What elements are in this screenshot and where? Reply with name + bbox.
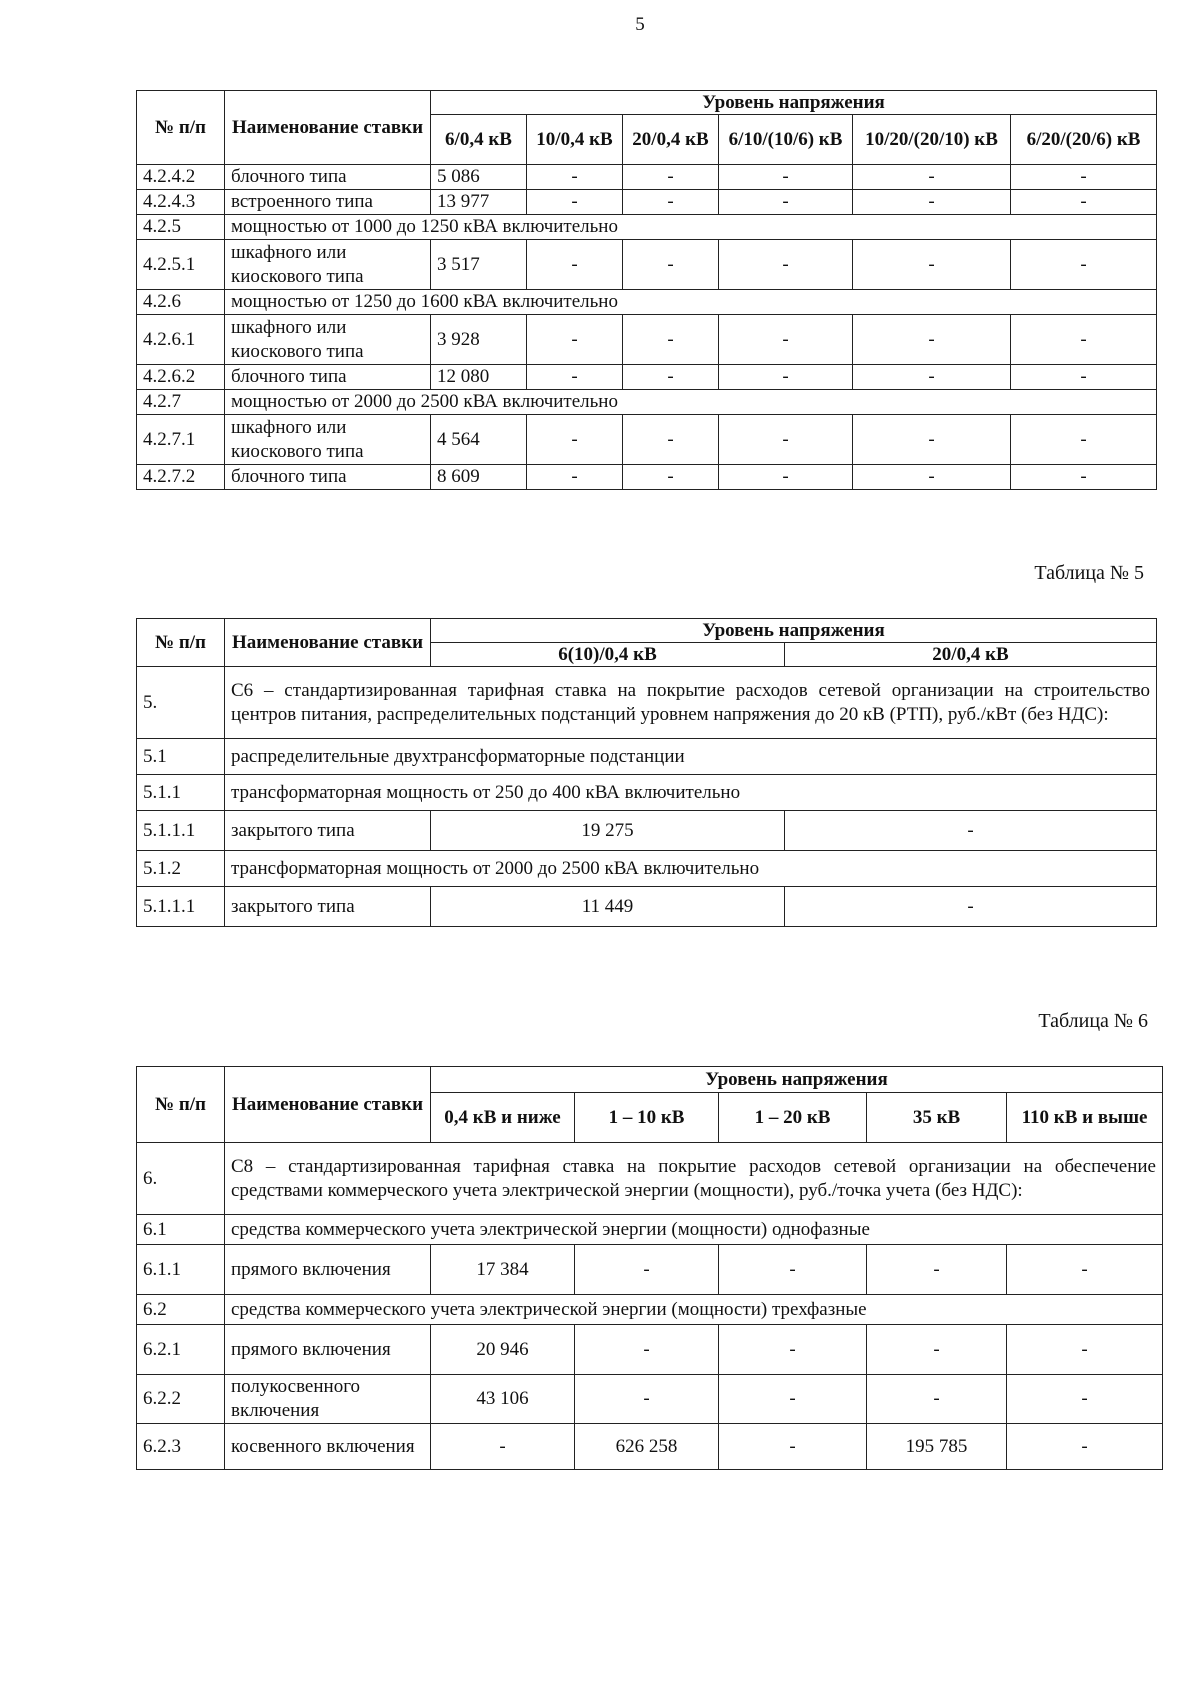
rate-value: 43 106: [431, 1375, 575, 1424]
table-row: [137, 1215, 1163, 1245]
header-name: Наименование ставки: [225, 91, 431, 165]
header-num: № п/п: [137, 619, 225, 667]
rate-name: прямого включения: [225, 1325, 431, 1375]
row-number: 4.2.5: [137, 215, 225, 240]
rate-value: -: [719, 465, 853, 490]
rate-value: -: [431, 1424, 575, 1470]
rate-name: шкафного или киоскового типа: [225, 315, 431, 365]
table-5-caption: Таблица № 5: [1034, 562, 1144, 584]
header-col: 1 – 20 кВ: [719, 1093, 867, 1143]
rate-value: -: [1011, 240, 1157, 290]
rate-value: -: [623, 165, 719, 190]
table-row: [137, 290, 1157, 315]
row-number: 5.1.2: [137, 851, 225, 887]
row-number: 4.2.5.1: [137, 240, 225, 290]
rate-value: -: [527, 315, 623, 365]
header-col: 20/0,4 кВ: [623, 115, 719, 165]
header-col: 6(10)/0,4 кВ: [431, 643, 785, 667]
rate-value: -: [719, 190, 853, 215]
rate-value: -: [1007, 1375, 1163, 1424]
header-voltage-level: Уровень напряжения: [431, 1067, 1163, 1093]
row-number: 5.1.1: [137, 775, 225, 811]
rate-value: -: [719, 415, 853, 465]
rate-name: блочного типа: [225, 365, 431, 390]
rate-name: косвенного включения: [225, 1424, 431, 1470]
row-number: 4.2.7.1: [137, 415, 225, 465]
section-heading: средства коммерческого учета электрической энергии (мощности) трехфазные: [225, 1295, 1163, 1325]
table-row: [137, 240, 1157, 290]
rate-value: -: [527, 365, 623, 390]
table-row: [137, 390, 1157, 415]
table-row: [137, 365, 1157, 390]
rate-name: шкафного или киоскового типа: [225, 415, 431, 465]
header-col: 10/20/(20/10) кВ: [853, 115, 1011, 165]
rate-name: закрытого типа: [225, 887, 431, 927]
rate-value: -: [1011, 415, 1157, 465]
table-row: [137, 667, 1157, 739]
row-number: 6.2: [137, 1295, 225, 1325]
header-col: 10/0,4 кВ: [527, 115, 623, 165]
header-num: № п/п: [137, 91, 225, 165]
rate-value: 195 785: [867, 1424, 1007, 1470]
rate-value: -: [785, 887, 1157, 927]
section-heading: распределительные двухтрансформаторные подстанции: [225, 739, 1157, 775]
section-heading: С8 – стандартизированная тарифная ставка на покрытие расходов сетевой организации на обеспечение средствами коммерческого учета электрической энергии (мощности), руб./точка учета (без НДС):: [225, 1143, 1163, 1215]
section-heading: средства коммерческого учета электрической энергии (мощности) однофазные: [225, 1215, 1163, 1245]
row-number: 5.1.1.1: [137, 887, 225, 927]
rate-value: -: [867, 1325, 1007, 1375]
rate-value: -: [527, 415, 623, 465]
rate-value: -: [719, 240, 853, 290]
rate-value: -: [623, 315, 719, 365]
tariff-table-4: [136, 90, 1157, 490]
rate-value: -: [853, 165, 1011, 190]
header-name: Наименование ставки: [225, 619, 431, 667]
table-row: [137, 465, 1157, 490]
table-row: [137, 215, 1157, 240]
row-number: 4.2.7: [137, 390, 225, 415]
rate-value: 5 086: [431, 165, 527, 190]
row-number: 4.2.7.2: [137, 465, 225, 490]
row-number: 4.2.6.1: [137, 315, 225, 365]
table-row: [137, 190, 1157, 215]
row-number: 5.1: [137, 739, 225, 775]
rate-value: 19 275: [431, 811, 785, 851]
table-row: [137, 851, 1157, 887]
row-number: 6.1: [137, 1215, 225, 1245]
header-voltage-level: Уровень напряжения: [431, 91, 1157, 115]
rate-name: блочного типа: [225, 165, 431, 190]
rate-value: -: [623, 415, 719, 465]
rate-value: -: [1007, 1424, 1163, 1470]
row-number: 6.: [137, 1143, 225, 1215]
rate-value: -: [853, 415, 1011, 465]
row-number: 4.2.4.3: [137, 190, 225, 215]
table-row: [137, 415, 1157, 465]
rate-value: -: [1011, 165, 1157, 190]
table-row: [137, 811, 1157, 851]
rate-value: -: [1011, 365, 1157, 390]
rate-name: закрытого типа: [225, 811, 431, 851]
header-col: 6/20/(20/6) кВ: [1011, 115, 1157, 165]
rate-value: -: [853, 465, 1011, 490]
rate-value: 3 928: [431, 315, 527, 365]
rate-name: встроенного типа: [225, 190, 431, 215]
rate-value: -: [575, 1245, 719, 1295]
rate-value: -: [527, 240, 623, 290]
rate-value: -: [1011, 190, 1157, 215]
rate-value: -: [785, 811, 1157, 851]
row-number: 4.2.4.2: [137, 165, 225, 190]
rate-value: -: [623, 190, 719, 215]
rate-value: -: [853, 315, 1011, 365]
header-col: 110 кВ и выше: [1007, 1093, 1163, 1143]
rate-value: -: [719, 315, 853, 365]
table-row: [137, 1245, 1163, 1295]
header-col: 0,4 кВ и ниже: [431, 1093, 575, 1143]
row-number: 5.: [137, 667, 225, 739]
rate-value: -: [719, 365, 853, 390]
rate-value: 3 517: [431, 240, 527, 290]
section-heading: трансформаторная мощность от 2000 до 2500 кВА включительно: [225, 851, 1157, 887]
row-number: 4.2.6.2: [137, 365, 225, 390]
rate-value: 8 609: [431, 465, 527, 490]
row-number: 6.2.2: [137, 1375, 225, 1424]
rate-value: 13 977: [431, 190, 527, 215]
rate-value: -: [527, 190, 623, 215]
tariff-table-6: [136, 1066, 1163, 1470]
rate-value: -: [867, 1245, 1007, 1295]
table-row: [137, 1424, 1163, 1470]
rate-name: прямого включения: [225, 1245, 431, 1295]
rate-value: 20 946: [431, 1325, 575, 1375]
rate-value: -: [623, 365, 719, 390]
header-name: Наименование ставки: [225, 1067, 431, 1143]
section-heading: трансформаторная мощность от 250 до 400 кВА включительно: [225, 775, 1157, 811]
rate-value: -: [1011, 465, 1157, 490]
rate-value: -: [575, 1325, 719, 1375]
table-6-caption: Таблица № 6: [1038, 1010, 1148, 1032]
rate-name: шкафного или киоскового типа: [225, 240, 431, 290]
rate-value: -: [853, 240, 1011, 290]
rate-value: -: [623, 240, 719, 290]
section-heading: мощностью от 2000 до 2500 кВА включительно: [225, 390, 1157, 415]
rate-value: -: [527, 465, 623, 490]
row-number: 6.2.1: [137, 1325, 225, 1375]
row-number: 6.2.3: [137, 1424, 225, 1470]
header-col: 6/0,4 кВ: [431, 115, 527, 165]
table-row: [137, 1295, 1163, 1325]
rate-value: -: [867, 1375, 1007, 1424]
row-number: 6.1.1: [137, 1245, 225, 1295]
header-col: 6/10/(10/6) кВ: [719, 115, 853, 165]
rate-value: 11 449: [431, 887, 785, 927]
table-row: [137, 1375, 1163, 1424]
header-voltage-level: Уровень напряжения: [431, 619, 1157, 643]
rate-value: 12 080: [431, 365, 527, 390]
rate-name: блочного типа: [225, 465, 431, 490]
header-num: № п/п: [137, 1067, 225, 1143]
rate-value: -: [853, 190, 1011, 215]
header-col: 1 – 10 кВ: [575, 1093, 719, 1143]
rate-value: -: [853, 365, 1011, 390]
header-col: 20/0,4 кВ: [785, 643, 1157, 667]
rate-name: полукосвенного включения: [225, 1375, 431, 1424]
rate-value: 4 564: [431, 415, 527, 465]
rate-value: 17 384: [431, 1245, 575, 1295]
rate-value: -: [527, 165, 623, 190]
table-row: [137, 165, 1157, 190]
section-heading: мощностью от 1000 до 1250 кВА включительно: [225, 215, 1157, 240]
section-heading: мощностью от 1250 до 1600 кВА включительно: [225, 290, 1157, 315]
page-number: 5: [635, 14, 645, 35]
section-heading: С6 – стандартизированная тарифная ставка на покрытие расходов сетевой организации на строительство центров питания, распределительных подстанций уровнем напряжения до 20 кВ (РТП), руб./кВт (без НДС):: [225, 667, 1157, 739]
table-row: [137, 1325, 1163, 1375]
rate-value: -: [719, 165, 853, 190]
rate-value: -: [719, 1424, 867, 1470]
table-row: [137, 315, 1157, 365]
rate-value: -: [1007, 1245, 1163, 1295]
row-number: 5.1.1.1: [137, 811, 225, 851]
rate-value: -: [1011, 315, 1157, 365]
table-row: [137, 1143, 1163, 1215]
rate-value: -: [719, 1245, 867, 1295]
rate-value: -: [623, 465, 719, 490]
rate-value: 626 258: [575, 1424, 719, 1470]
rate-value: -: [575, 1375, 719, 1424]
tariff-table-5: [136, 618, 1157, 927]
table-row: [137, 739, 1157, 775]
table-row: [137, 887, 1157, 927]
rate-value: -: [1007, 1325, 1163, 1375]
rate-value: -: [719, 1325, 867, 1375]
table-row: [137, 775, 1157, 811]
rate-value: -: [719, 1375, 867, 1424]
row-number: 4.2.6: [137, 290, 225, 315]
header-col: 35 кВ: [867, 1093, 1007, 1143]
